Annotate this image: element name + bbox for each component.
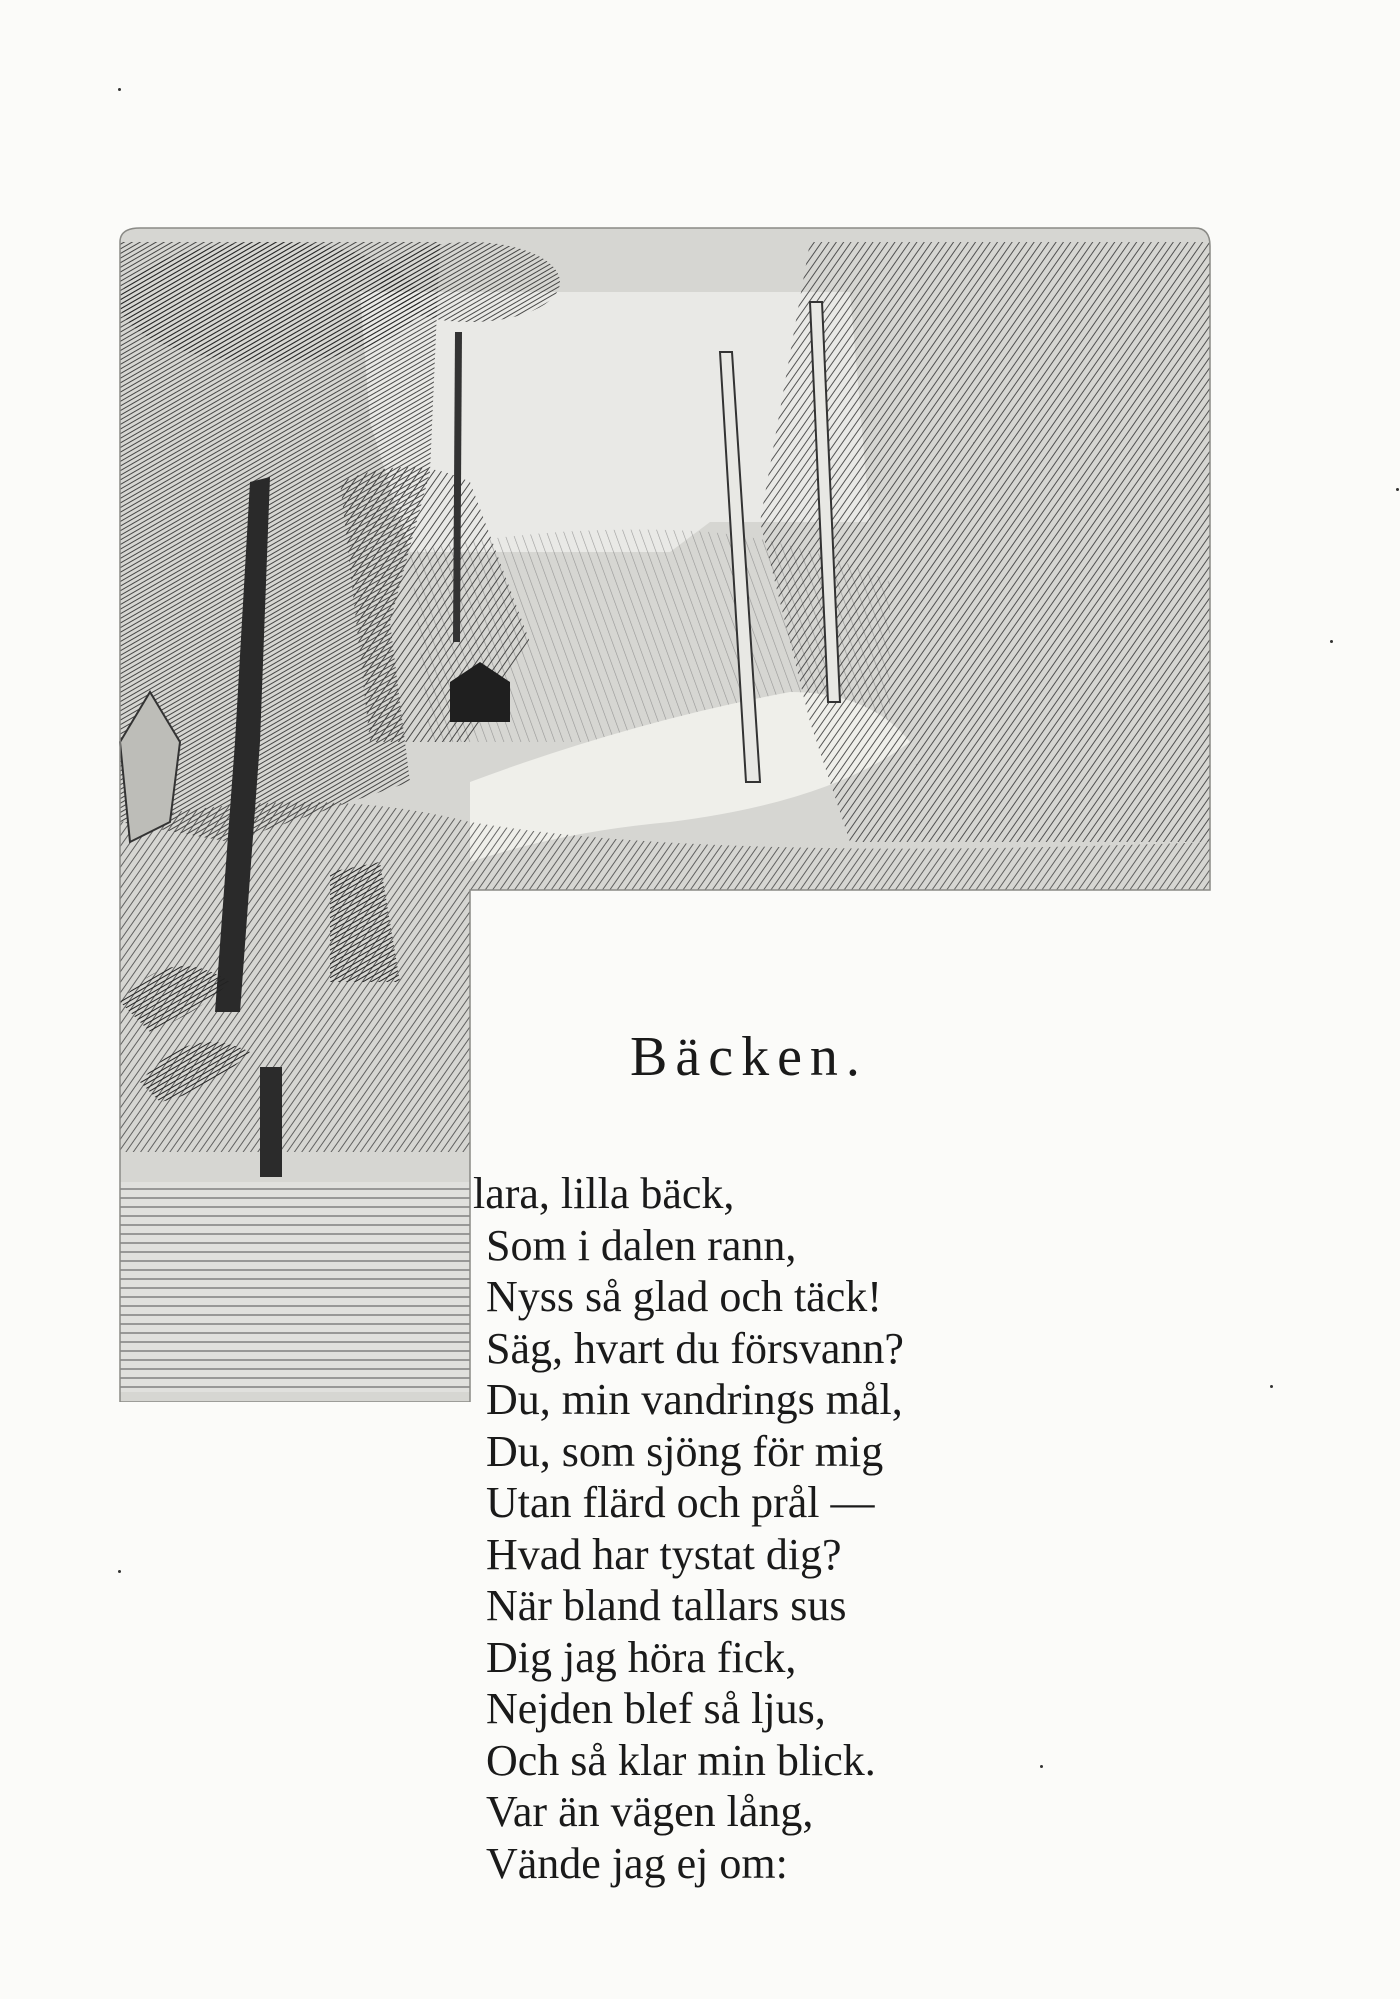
poem-line: Du, som sjöng för mig [486, 1426, 884, 1476]
poem-line: När bland tallars sus [486, 1581, 847, 1630]
poem-line: Som i dalen rann, [486, 1220, 797, 1270]
poem-line: Du, min vandrings mål, [486, 1375, 903, 1424]
scan-speck [1330, 640, 1333, 643]
scan-speck [118, 1570, 121, 1573]
scan-speck [118, 88, 121, 91]
poem-body [473, 1168, 904, 1889]
scan-speck [1040, 1765, 1043, 1768]
poem-line: Och så klar min blick. [486, 1735, 876, 1785]
poem-title: Bäcken. [630, 1026, 868, 1088]
poem-line: Nyss så glad och täck! [486, 1272, 882, 1321]
poem-line: lara, lilla bäck, [473, 1169, 735, 1218]
poem-line: Var än vägen lång, [486, 1787, 814, 1836]
poem-line: Vände jag ej om: [486, 1838, 788, 1888]
poem-line: Hvad har tystat dig? [486, 1529, 842, 1579]
scan-speck [1270, 1385, 1273, 1388]
scan-speck [1396, 488, 1399, 491]
poem-line: Nejden blef så ljus, [486, 1684, 826, 1733]
poem-line: Utan flärd och prål — [486, 1478, 875, 1527]
poem-line: Säg, hvart du försvann? [486, 1323, 904, 1373]
poem-line: Dig jag höra fick, [486, 1632, 797, 1682]
